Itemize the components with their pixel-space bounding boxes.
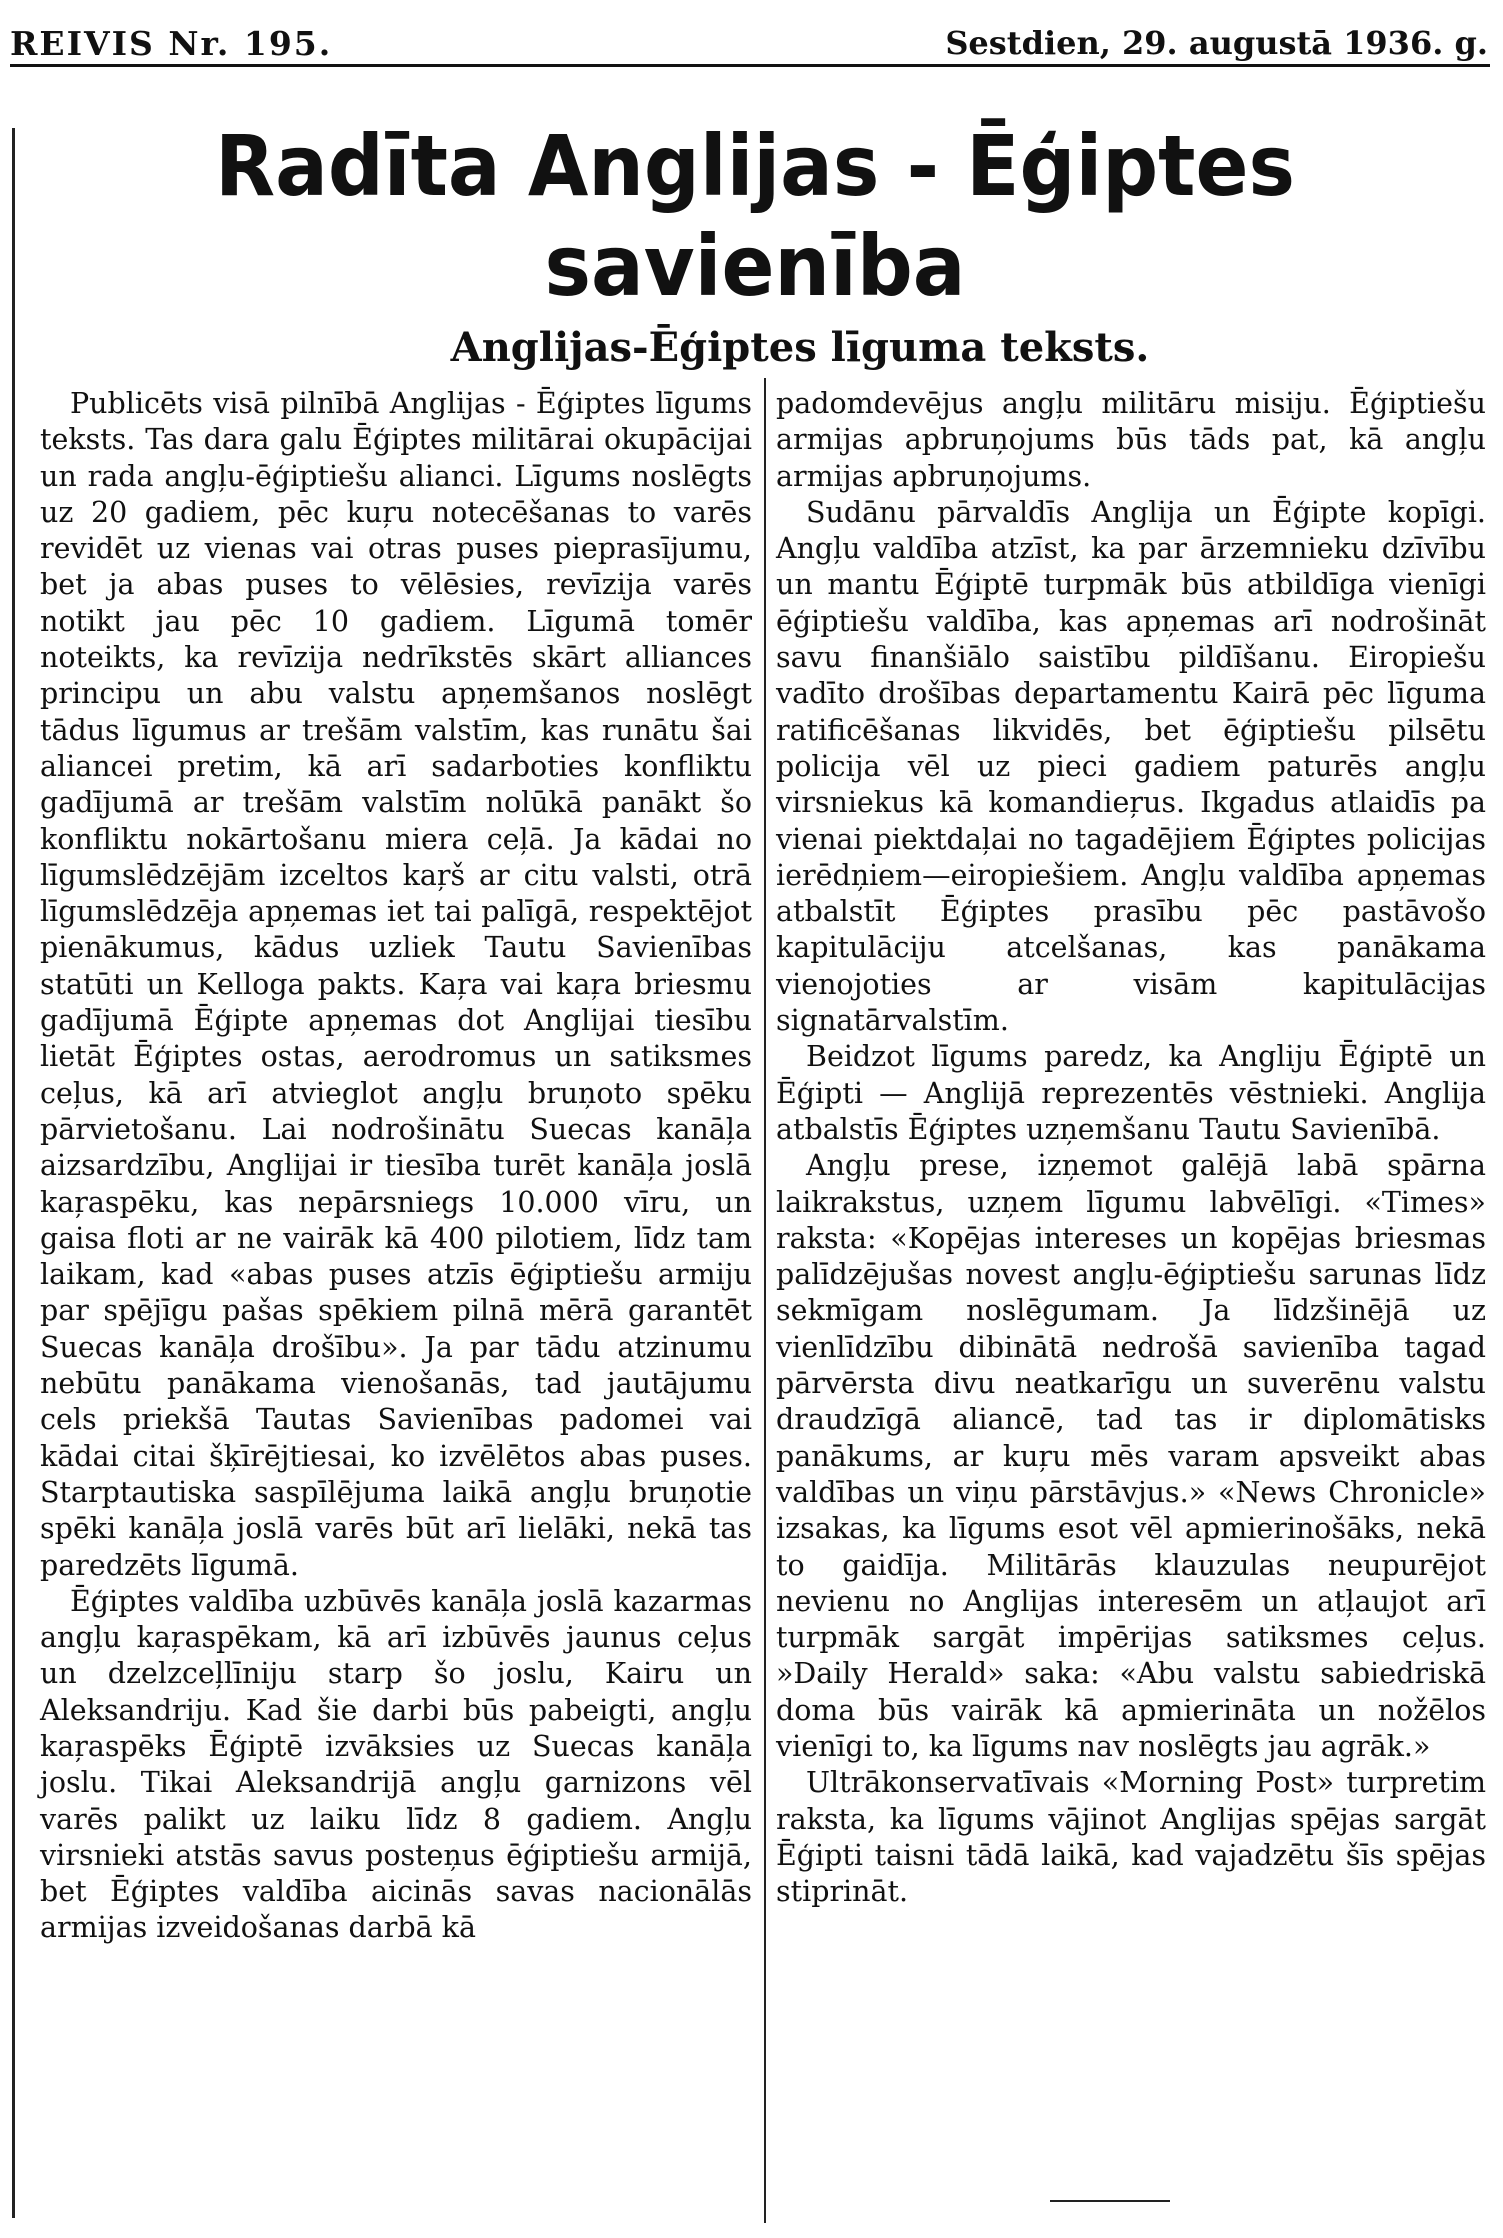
article-end-rule xyxy=(1050,2200,1170,2202)
column-divider xyxy=(764,378,766,2223)
paragraph: Ēģiptes valdība uzbūvēs kanāļa joslā kazarmas angļu kaŗaspēkam, kā arī izbūvēs jaunus ceļus un dzelzceļlīniju starp šo joslu, Kairu un Aleksandriju. Kad šie darbi būs pabeigti, angļu kaŗaspēks Ēģiptē izvāksies uz Suecas kanāļa joslu. Tikai Aleksandrijā angļu garnizons vēl varēs palikt uz laiku līdz 8 gadiem. Angļu virsnieki atstās savus posteņus ēģiptiešu armijā, bet Ēģiptes valdība aicinās savas nacionālās armijas izveidošanas darbā kā xyxy=(40,1584,752,1945)
masthead xyxy=(10,24,1490,67)
headline-line-1: Radīta Anglijas - Ēģiptes xyxy=(215,117,1295,215)
newspaper-name-issue: REIVIS Nr. 195. xyxy=(10,24,333,63)
article-subheadline: Anglijas-Ēģiptes līguma teksts. xyxy=(450,324,1150,371)
paragraph: Angļu prese, izņemot galējā labā spārna laikrakstus, uzņem līgumu labvēlīgi. «Times» raksta: «Kopējas intereses un kopējas briesmas palīdzējušas novest angļu-ēģiptiešu sarunas līdz sekmīgam noslēgumam. Ja līdzšinējā uz vienlīdzību dibinātā nedrošā savienība tagad pārvērsta divu neatkarīgu un suverēnu valstu draudzīgā aliancē, tad tas ir diplomātisks panākums, ar kuŗu mēs varam apsveikt abas valdības un viņu pārstāvjus.» «News Chronicle» izsakas, ka līgums esot vēl apmierinošāks, nekā to gaidīja. Militārās klauzulas neupurējot nevienu no Anglijas interesēm un atļaujot arī turpmāk sargāt impērijas satiksmes ceļus. »Daily Herald» saka: «Abu valstu sabiedriskā doma būs vairāk kā apmierināta un nožēlos vienīgi to, ka līgums nav noslēgts jau agrāk.» xyxy=(776,1149,1486,1763)
right-text-column xyxy=(776,386,1486,1910)
paragraph: Publicēts visā pilnībā Anglijas - Ēģiptes līgums teksts. Tas dara galu Ēģiptes militārai okupācijai un rada angļu-ēģiptiešu alianci. Līgums noslēgts uz 20 gadiem, pēc kuŗu notecēšanas to varēs revidēt uz vienas vai otras puses pieprasījumu, bet ja abas puses to vēlēsies, revīzija varēs notikt jau pēc 10 gadiem. Līgumā tomēr noteikts, ka revīzija nedrīkstēs skārt alliances principu un abu valstu apņemšanos noslēgt tādus līgumus ar trešām valstīm, kas runātu šai aliancei pretim, kā arī sadarboties konfliktu gadījumā ar trešām valstīm nolūkā panākt šo konfliktu nokārtošanu miera ceļā. Ja kādai no līgumslēdzējām izceltos kaŗš ar citu valsti, otrā līgumslēdzēja apņemas iet tai palīgā, respektējot pienākumus, kādus uzliek Tautu Savienības statūti un Kelloga pakts. Kaŗa vai kaŗa briesmu gadījumā Ēģipte apņemas dot Anglijai tiesību lietāt Ēģiptes ostas, aerodromus un satiksmes ceļus, kā arī atvieglot angļu bruņoto spēku pārvietošanu. Lai nodrošinātu Suecas kanāļa aizsardzību, Anglijai ir tiesība turēt kanāļa joslā kaŗaspēku, kas nepārsniegs 10.000 vīru, un gaisa floti ar ne vairāk kā 400 pilotiem, līdz tam laikam, kad «abas puses atzīs ēģiptiešu armiju par spējīgu pašas spēkiem pilnā mērā garantēt Suecas kanāļa drošību». Ja par tādu atzinumu nebūtu panākama vienošanās, tad jautājumu cels priekšā Tautas Savienības padomei vai kādai citai šķīrējtiesai, ko izvēlētos abas puses. Starptautiska saspīlējuma laikā angļu bruņotie spēki kanāļa joslā varēs būt arī lielāki, nekā tas paredzēts līgumā. xyxy=(40,387,752,1582)
article-headline xyxy=(137,116,1374,316)
headline-line-2: savienība xyxy=(544,217,966,315)
issue-date: Sestdien, 29. augustā 1936. g. xyxy=(945,24,1488,62)
paragraph: Beidzot līgums paredz, ka Angliju Ēģiptē un Ēģipti — Anglijā reprezentēs vēstnieki. Anglija atbalstīs Ēģiptes uzņemšanu Tautu Savienībā. xyxy=(776,1040,1486,1146)
left-border-rule xyxy=(12,128,15,2218)
paragraph: Sudānu pārvaldīs Anglija un Ēģipte kopīgi. Angļu valdība atzīst, ka par ārzemnieku dzīvību un mantu Ēģiptē turpmāk būs atbildīga vienīgi ēģiptiešu valdība, kas apņemas arī nodrošināt savu finanšiālo saistību pildīšanu. Eiropiešu vadīto drošības departamentu Kairā pēc līguma ratificēšanas likvidēs, bet ēģiptiešu pilsētu policija vēl uz pieci gadiem paturēs angļu virsniekus kā komandieŗus. Ikgadus atlaidīs pa vienai piektdaļai no tagadējiem Ēģiptes policijas ierēdņiem—eiropiešiem. Angļu valdība apņemas atbalstīt Ēģiptes prasību pēc pastāvošo kapitulāciju atcelšanas, kas panākama vienojoties ar visām kapitulācijas signatārvalstīm. xyxy=(776,495,1486,1038)
paragraph: padomdevējus angļu militāru misiju. Ēģiptiešu armijas apbruņojums būs tāds pat, kā angļu armijas apbruņojums. xyxy=(776,387,1486,493)
left-text-column xyxy=(40,386,752,1947)
paragraph: Ultrākonservatīvais «Morning Post» turpretim raksta, ka līgums vājinot Anglijas spējas sargāt Ēģipti taisni tādā laikā, kad vajadzētu šīs spējas stiprināt. xyxy=(776,1766,1486,1909)
